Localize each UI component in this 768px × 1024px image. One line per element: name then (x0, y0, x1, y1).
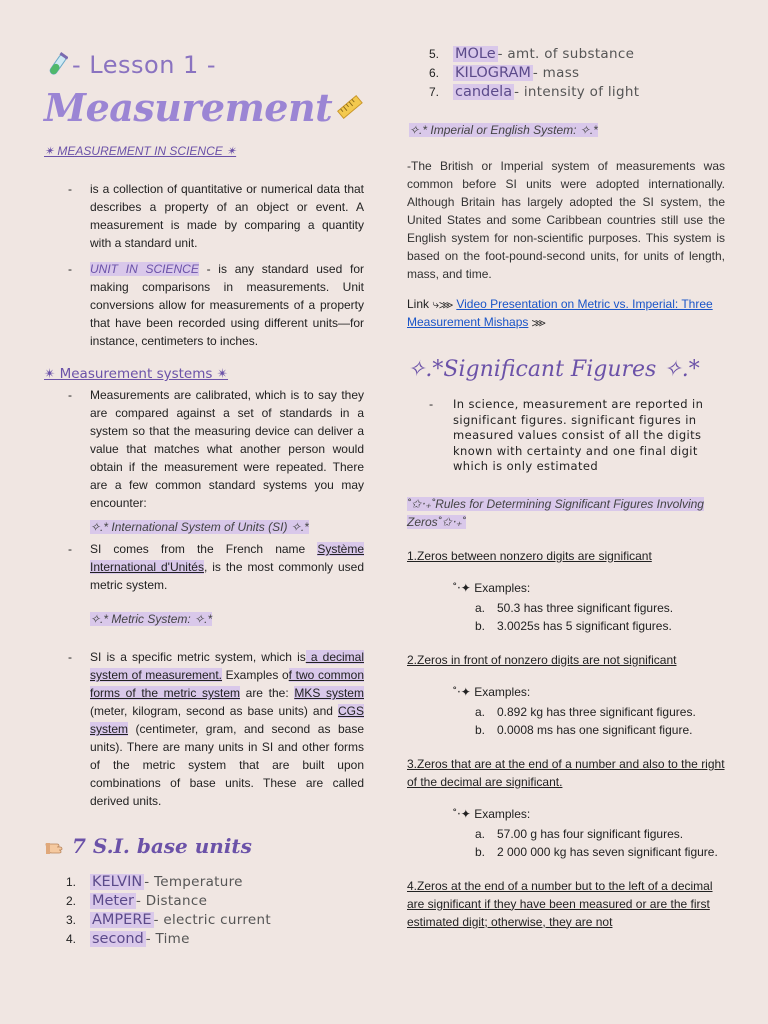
list-item (66, 910, 364, 929)
examples-label: ˚‧✦ Examples: (453, 806, 531, 821)
metric-text-c: are the: (239, 686, 295, 700)
example-letter: b. (475, 722, 486, 737)
test-tube-icon (46, 51, 68, 79)
unit-term: KELVIN (92, 873, 143, 890)
example-letter: a. (475, 600, 486, 615)
unit-def: - Distance (136, 892, 208, 909)
ruler-icon (336, 92, 364, 122)
video-link-line (407, 295, 725, 331)
example-text: 3.0025s has 5 significant figures. (497, 618, 672, 633)
lesson-header (46, 48, 364, 82)
imperial-label (407, 123, 725, 141)
metric-text-b: Examples o (222, 668, 289, 682)
significant-figures-heading: ✧.*Significant Figures ✧.* (407, 356, 700, 382)
metric-bullet (44, 648, 364, 810)
example-text: 0.892 kg has three significant figures. (497, 704, 696, 719)
list-number: 7. (429, 84, 440, 99)
list-number: 2. (66, 893, 77, 908)
significant-figures-bullet: - In science, measurement are reported in significant figures. significant figures in measured values consist of all the digits known with certainty and one final digit which is only estimated (407, 397, 725, 475)
base-units-list-right (407, 44, 725, 101)
unit-term: Meter (92, 892, 134, 909)
unit-def: - intensity of light (514, 83, 640, 100)
list-item (66, 929, 364, 948)
metric-forms-link[interactable]: f two common forms of the metric system (90, 668, 364, 700)
list-number: 5. (429, 46, 440, 61)
unit-def: - mass (532, 64, 580, 81)
metric-text-a: SI is a specific metric system, which is (90, 650, 306, 664)
unit-term: UNIT IN SCIENCE (90, 262, 199, 276)
metric-label (44, 612, 364, 630)
example-letter: a. (475, 826, 486, 841)
link-suffix: ⋙ (528, 315, 546, 329)
si-label-text: ✧.* International System of Units (SI) ✧.* (90, 520, 309, 534)
list-number: 1. (66, 874, 77, 889)
section-measurement-in-science: ✴ MEASUREMENT IN SCIENCE ✴ (44, 144, 237, 158)
unit-term: AMPERE (92, 911, 152, 928)
rule-title: 3.Zeros that are at the end of a number and also to the right of the decimal are significant. (407, 756, 725, 789)
cgs-system-link[interactable]: CGS system (90, 704, 364, 736)
example-letter: b. (475, 844, 486, 859)
rules-label-text: ˚✩‧₊˚Rules for Determining Significant Figures Involving Zeros˚✩‧₊˚ (407, 496, 704, 529)
example-letter: a. (475, 704, 486, 719)
example-item (475, 843, 725, 861)
video-presentation-link[interactable]: Video Presentation on Metric vs. Imperial: Three Measurement Mishaps (407, 297, 713, 329)
example-letter: b. (475, 618, 486, 633)
example-item (475, 703, 725, 721)
imperial-paragraph: -The British or Imperial system of measurements was common before SI units were adopted internationally. Although Britain has largely adopted the SI system, the United States and some Caribbean countries still use the English system for non-scientific purposes. This system is based on the foot-pound-second units, for units of length, mass, and time. (407, 159, 725, 281)
si-bullet (44, 540, 364, 594)
unit-def: - amt. of substance (497, 45, 635, 62)
metric-text-d: (meter, kilogram, second as base units) and (90, 704, 338, 718)
si-base-units-title: 7 S.I. base units (72, 834, 252, 858)
rule-2 (407, 651, 725, 739)
examples-list (407, 703, 725, 739)
example-text: 2 000 000 kg has seven significant figure. (497, 844, 718, 859)
example-text: 50.3 has three significant figures. (497, 600, 674, 615)
unit-bullet (44, 260, 364, 350)
pointing-hand-icon (44, 835, 66, 857)
section-measurement-systems: ✴ Measurement systems ✴ (44, 366, 229, 382)
unit-term: MOLe (455, 45, 496, 62)
title-row (44, 82, 364, 132)
left-column (44, 48, 364, 948)
mks-system-link[interactable]: MKS system (294, 686, 364, 700)
rule-1 (407, 547, 725, 635)
calibration-bullet: - Measurements are calibrated, which is to say they are compared against a set of standards in a system so that the measuring device can deliver a value that matches what another person would obtain if the measurement were repeated. There are a few common standard systems you may encounter: (44, 386, 364, 512)
si-label (44, 520, 364, 538)
examples-label: ˚‧✦ Examples: (453, 580, 531, 595)
unit-def: - Time (145, 930, 190, 947)
si-text-b: , is the most commonly used metric system. (90, 560, 365, 592)
example-item (475, 825, 725, 843)
example-item (475, 721, 725, 739)
unit-term: KILOGRAM (455, 64, 531, 81)
si-french-name-link[interactable]: Système International d'Unités (90, 542, 364, 574)
list-number: 3. (66, 912, 77, 927)
examples-list (407, 599, 725, 635)
rule-title: 2.Zeros in front of nonzero digits are not significant (407, 652, 677, 667)
rule-4 (407, 877, 725, 931)
example-text: 57.00 g has four significant figures. (497, 826, 684, 841)
rule-title: 4.Zeros at the end of a number but to the left of a decimal are significant if they have been measured or are the first estimated digit; otherwise, they are not (407, 878, 713, 929)
list-item (66, 872, 364, 891)
metric-text-e: (centimeter, gram, and second as base units). There are many units in SI and other forms of the metric system that are built upon combinations of base units. These are called derived units. (90, 722, 364, 808)
list-number: 4. (66, 931, 77, 946)
page-title: Measurement (44, 84, 333, 130)
list-item (66, 891, 364, 910)
metric-label-text: ✧.* Metric System: ✧.* (90, 612, 213, 626)
unit-term: second (92, 930, 144, 947)
rule-title: 1.Zeros between nonzero digits are significant (407, 548, 652, 563)
example-item (475, 599, 725, 617)
examples-label: ˚‧✦ Examples: (453, 684, 531, 699)
rules-label (407, 495, 725, 531)
imperial-label-text: ✧.* Imperial or English System: ✧.* (409, 123, 598, 137)
list-item (429, 63, 725, 82)
rule-3 (407, 755, 725, 861)
unit-def: - Temperature (144, 873, 243, 890)
right-column (407, 40, 725, 931)
example-text: 0.0008 ms has one significant figure. (497, 722, 693, 737)
list-number: 6. (429, 65, 440, 80)
list-item (429, 44, 725, 63)
lesson-label: - Lesson 1 - (72, 51, 217, 79)
science-bullets (44, 180, 364, 350)
unit-def: - electric current (153, 911, 271, 928)
list-item (429, 82, 725, 101)
link-prefix: Link ⤷⋙ (407, 297, 457, 311)
base-units-list-left (44, 872, 364, 948)
decimal-system-link[interactable]: a decimal system of measurement. (90, 650, 364, 682)
definition-bullet: - is a collection of quantitative or numerical data that describes a property of an object or event. A measurement is made by comparing a quantity with a standard unit. (44, 180, 364, 252)
examples-list (407, 825, 725, 861)
example-item (475, 617, 725, 635)
unit-definition: - is any standard used for making comparisons in measurements. Unit conversions allow for measurements of a property that have been recorded using different units—for instance, centimeters to inches. (90, 262, 364, 348)
si-base-units-header (44, 830, 364, 862)
si-text-a: SI comes from the French name (90, 542, 318, 556)
unit-term: candela (455, 83, 513, 100)
